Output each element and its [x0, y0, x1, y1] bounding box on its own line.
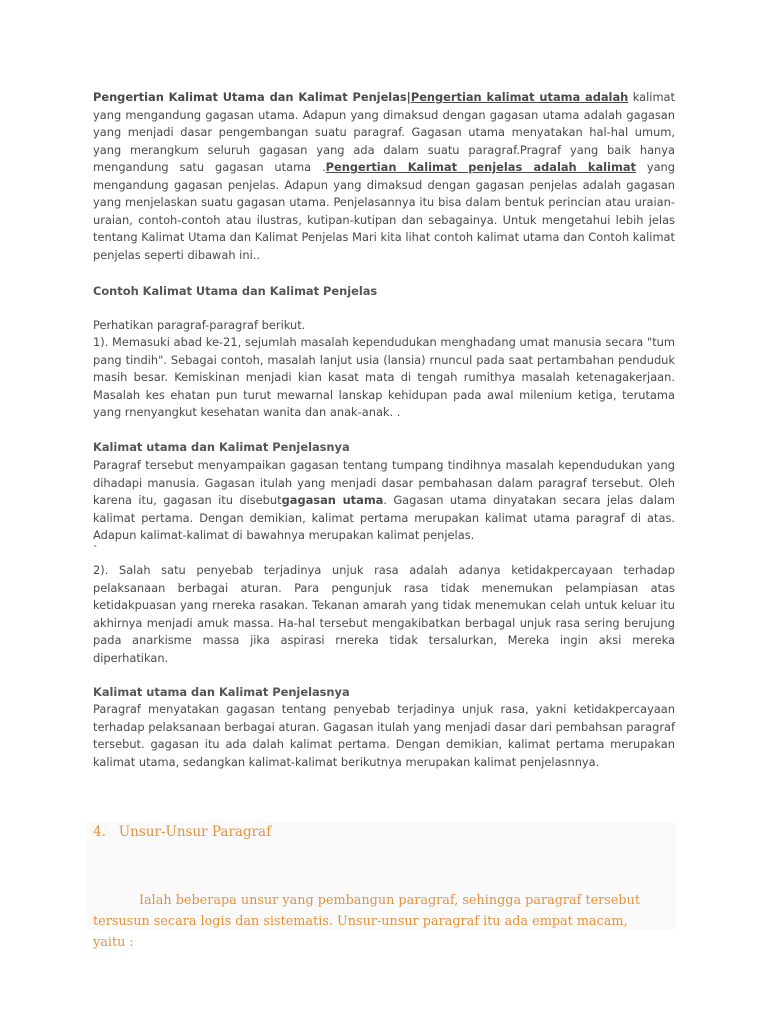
section-4-body [93, 890, 663, 953]
section-4-heading [93, 824, 271, 840]
analysis-1-bold-term: gagasan utama [281, 493, 384, 507]
intro-lead: Pengertian Kalimat Utama dan Kalimat Penjelas| [93, 90, 411, 104]
intro-paragraph [93, 89, 675, 264]
analysis-2-heading: Kalimat utama dan Kalimat Penjelasnya [93, 685, 350, 699]
stray-mark: ` [93, 543, 99, 557]
analysis-1-text-before: Paragraf tersebut menyampaikan gagasan tentang tumpang tindihnya masalah kependudukan yang dihadapi manusia. Gagasan itulah yang menjadi dasar pembahasan dalam paragraf tersebut. Oleh karena itu, gagasan itu disebut [93, 458, 675, 507]
definition-supporting-sentence-text: yang mengandung gagasan penjelas. Adapun yang dimaksud dengan gagasan penjelas adalah gagasan yang menjelaskan suatu gagasan utama. Penjelasannya itu bisa dalam bentuk perincian atau uraian-uraian, contoh-contoh atau ilustras, kutipan-kutipan dan sebagainya. Untuk mengetahui lebih jelas tentang Kalimat Utama dan Kalimat Penjelas Mari kita lihat contoh kalimat utama dan Contoh kalimat penjelas seperti dibawah ini.. [93, 160, 675, 262]
examples-heading: Contoh Kalimat Utama dan Kalimat Penjelas [93, 284, 378, 298]
analysis-2-paragraph: Paragraf menyatakan gagasan tentang penyebab terjadinya unjuk rasa, yakni ketidakpercayaan terhadap pelaksanaan berbagai aturan. Gagasan itulah yang menjadi dasar dari pembahsan paragraf tersebut. gagasan itu ada dalah kalimat pertama. Dengan demikian, kalimat pertama merupakan kalimat utama, sedangkan kalimat-kalimat berikutnya merupakan kalimat penjelasnnya. [93, 702, 675, 769]
section-4-title: Unsur-Unsur Paragraf [118, 824, 272, 840]
analysis-1-paragraph [93, 457, 675, 545]
analysis-1-text-after: . Gagasan utama dinyatakan secara jelas dalam kalimat pertama. Dengan demikian, kalimat pertama merupakan kalimat utama paragraf di atas. Adapun kalimat-kalimat di bawahnya merupakan kalimat penjelas. [93, 493, 675, 542]
section-4-body-text: Ialah beberapa unsur yang pembangun paragraf, sehingga paragraf tersebut tersusun secara logis dan sistematis. Unsur-unsur paragraf itu ada empat macam, yaitu : [93, 893, 641, 950]
definition-main-sentence-link[interactable]: Pengertian kalimat utama adalah [410, 90, 629, 104]
definition-main-sentence-text: kalimat yang mengandung gagasan utama. Adapun yang dimaksud dengan gagasan utama adalah gagasan yang menjadi dasar pengembangan suatu paragraf. Gagasan utama menyatakan hal-hal umum, yang merangkum seluruh gagasan yang ada dalam suatu paragraf.Pragraf yang baik hanya mengandung satu gagasan utama . [93, 90, 675, 174]
definition-supporting-sentence-link[interactable]: Pengertian Kalimat penjelas adalah kalimat [325, 160, 636, 174]
example-paragraph-2: 2). Salah satu penyebab terjadinya unjuk rasa adalah adanya ketidakpercayaan terhadap pelaksanaan berbagai aturan. Para pengunjuk rasa tidak menemukan pelampiasan atas ketidakpuasan yang rnereka rasakan. Tekanan amarah yang tidak menemukan celah untuk keluar itu akhirnya menjadi amuk massa. Ha-hal tersebut mengakibatkan berbagal unjuk rasa sering berujung pada anarkisme massa jika aspirasi rnereka tidak tersalurkan, Mereka ingin aksi mereka diperhatikan. [93, 563, 675, 665]
section-4-number: 4. [93, 824, 106, 840]
analysis-1-heading: Kalimat utama dan Kalimat Penjelasnya [93, 440, 350, 454]
instruction-line: Perhatikan paragraf-paragraf berikut. [93, 318, 306, 332]
example-paragraph-1: 1). Memasuki abad ke-21, sejumlah masalah kependudukan menghadang umat manusia secara "tum pang tindih". Sebagai contoh, masalah lanjut usia (lansia) rnuncul pada saat pertambahan penduduk masih besar. Kemiskinan menjadi kian kasat mata di tengah rumithya masalah ketenagakerjaan. Masalah kes ehatan pun turut mewarnal lanskap kehidupan pada awal milenium ketiga, terutama yang rnenyangkut kesehatan wanita dan anak-anak. . [93, 335, 675, 419]
